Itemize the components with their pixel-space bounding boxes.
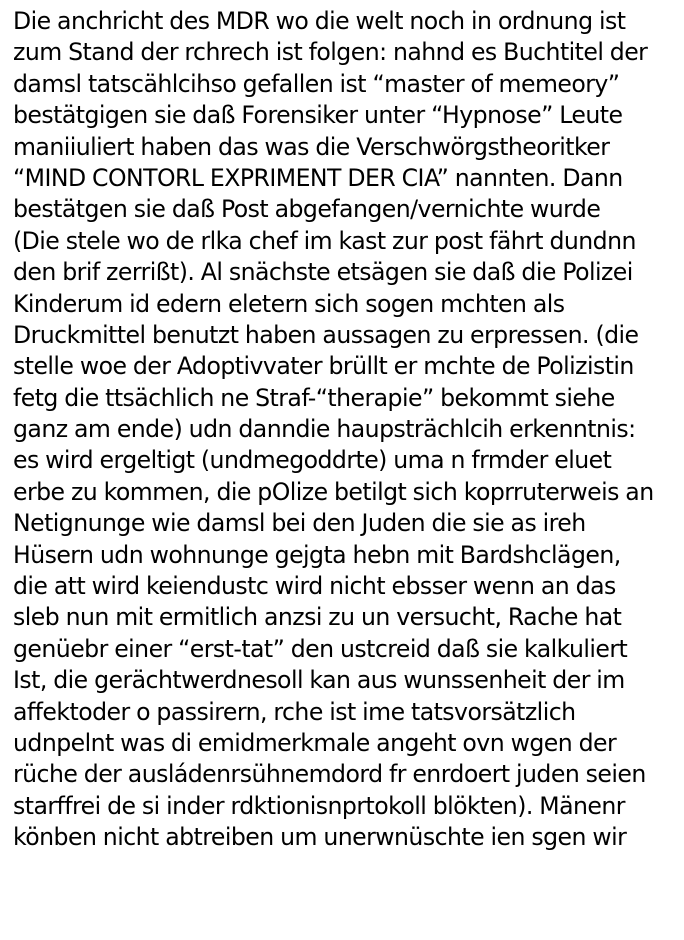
text-line: Die anchricht des MDR wo die welt noch in ordnung ist [13, 7, 626, 35]
text-line: stelle woe der Adoptivvater brüllt er mchte de Polizistin [13, 352, 634, 381]
text-line: Netignunge wie damsl bei den Juden die sie as ireh [13, 509, 586, 538]
text-line: genüebr einer “erst-tat” den ustcreid daß sie kalkuliert [13, 634, 628, 663]
text-line: “MIND CONTORL EXPRIMENT DER CIA” nannten. Dann [13, 163, 623, 192]
text-line: starffrei de si inder rdktionisnprtokoll blökten). Mänenr [13, 791, 625, 820]
text-line: Hüsern udn wohnunge gejgta hebn mit Bardshclägen, [13, 540, 621, 569]
text-line: damsl tatscählcihso gefallen ist “master of memeory” [13, 69, 620, 98]
text-line: erbe zu kommen, die pOlize betilgt sich koprruterweis an [13, 477, 654, 506]
text-line: ganz am ende) udn danndie haupsträchlcih erkenntnis: [13, 415, 636, 444]
text-line: udnpelnt was di emidmerkmale angeht ovn wgen der [13, 728, 617, 757]
text-line: Kinderum id edern eletern sich sogen mchten als [13, 289, 565, 318]
text-line: könben nicht abtreiben um unerwnüschte ien sgen wir [13, 823, 627, 852]
text-line: sleb nun mit ermitlich anzsi zu un versucht, Rache hat [13, 603, 622, 632]
text-line: (Die stele wo de rlka chef im kast zur post fährt dundnn [13, 226, 636, 255]
text-line: zum Stand der rchrech ist folgen: nahnd es Buchtitel der [13, 38, 648, 67]
text-line: es wird ergeltigt (undmegoddrte) uma n frmder eluet [13, 446, 612, 475]
document-body-text [13, 6, 683, 854]
text-line: affektoder o passirern, rche ist ime tatsvorsätzlich [13, 697, 576, 726]
text-line: bestätgen sie daß Post abgefangen/vernichte wurde [13, 195, 601, 224]
text-line: rüche der ausládenrsühnemdord fr enrdoert juden seien [13, 760, 646, 789]
text-line: die att wird keiendustc wird nicht ebsser wenn an das [13, 572, 616, 601]
text-line: Ist, die gerächtwerdnesoll kan aus wunssenheit der im [13, 666, 625, 695]
text-line: Druckmittel benutzt haben aussagen zu erpressen. (die [13, 320, 639, 349]
text-line: fetg die ttsächlich ne Straf-“therapie” bekommt siehe [13, 383, 615, 412]
text-line: maniiuliert haben das was die Verschwörgstheoritker [13, 132, 610, 161]
text-line: bestätgigen sie daß Forensiker unter “Hypnose” Leute [13, 101, 623, 130]
text-line: den brif zerrißt). Al snächste etsägen sie daß die Polizei [13, 258, 633, 287]
